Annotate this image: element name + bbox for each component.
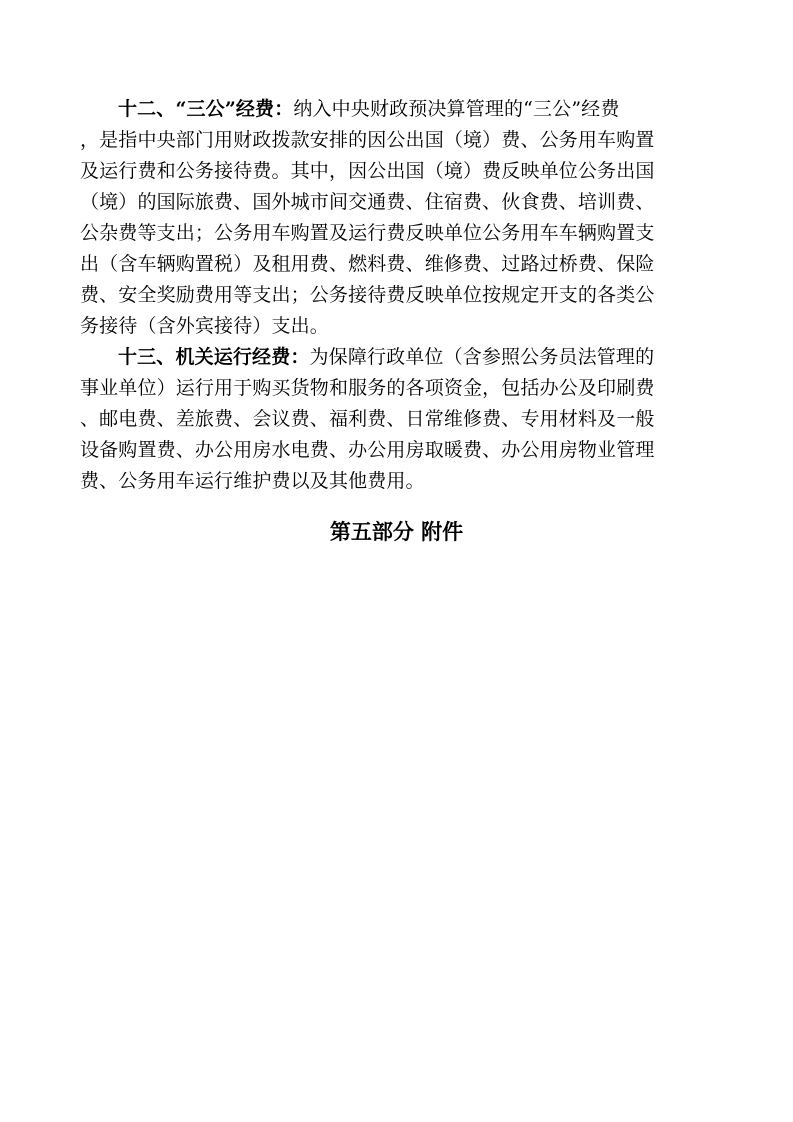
paragraph-12-line-2: ，是指中央部门用财政拨款安排的因公出国（境）费、公务用车购置 bbox=[80, 129, 655, 151]
paragraph-13-text: 为保障行政单位（含参照公务员法管理的 bbox=[309, 346, 655, 368]
paragraph-12-line-3: 及运行费和公务接待费。其中，因公出国（境）费反映单位公务出国 bbox=[80, 160, 655, 182]
paragraph-13-line-3: 、邮电费、差旅费、会议费、福利费、日常维修费、专用材料及一般 bbox=[80, 408, 655, 430]
paragraph-13-heading: 十三、机关运行经费： bbox=[118, 346, 310, 368]
paragraph-13-line-2: 事业单位）运行用于购买货物和服务的各项资金，包括办公及印刷费 bbox=[80, 377, 655, 399]
paragraph-12-line-8: 务接待（含外宾接待）支出。 bbox=[80, 315, 329, 337]
paragraph-12-line-6: 出（含车辆购置税）及租用费、燃料费、维修费、过路过桥费、保险 bbox=[80, 253, 655, 275]
paragraph-12-line-1 bbox=[118, 94, 720, 125]
paragraph-13-line-1 bbox=[118, 342, 720, 373]
paragraph-12-line-5: 公杂费等支出；公务用车购置及运行费反映单位公务用车车辆购置支 bbox=[80, 222, 655, 244]
paragraph-12-heading: 十二、“三公”经费： bbox=[118, 98, 294, 120]
paragraph-12-line-4: （境）的国际旅费、国外城市间交通费、住宿费、伙食费、培训费、 bbox=[80, 191, 655, 213]
paragraph-13-line-5: 费、公务用车运行维护费以及其他费用。 bbox=[80, 470, 425, 492]
paragraph-12-line-7: 费、安全奖励费用等支出；公务接待费反映单位按规定开支的各类公 bbox=[80, 284, 655, 306]
paragraph-13-line-4: 设备购置费、办公用房水电费、办公用房取暖费、办公用房物业管理 bbox=[80, 439, 655, 461]
section-title: 第五部分 附件 bbox=[329, 520, 464, 544]
paragraph-12-text: 纳入中央财政预决算管理的“三公”经费 bbox=[293, 98, 620, 120]
